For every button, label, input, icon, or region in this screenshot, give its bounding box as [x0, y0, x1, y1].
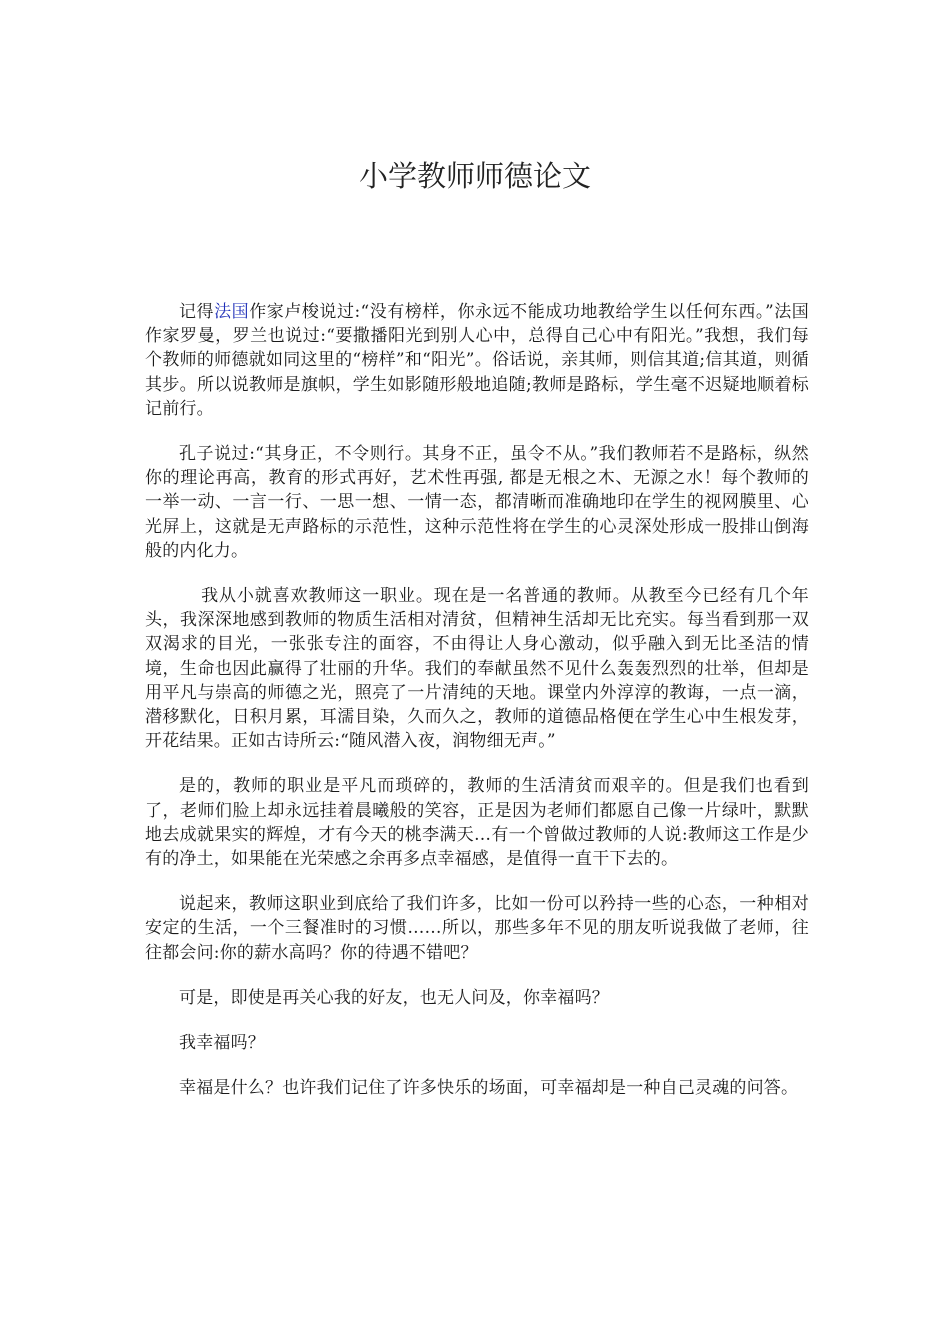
- document-title: 小学教师师德论文: [358, 159, 591, 193]
- paragraph-5: 说起来，教师这职业到底给了我们许多，比如一份可以矜持一些的心态，一种相对安定的生活，一个三餐准时的习惯……所以，那些多年不见的朋友听说我做了老师，往往都会问:你的薪水高吗？你的待遇不错吧？: [145, 894, 809, 963]
- paragraph-1: [145, 300, 809, 421]
- france-link[interactable]: 法国: [214, 302, 250, 322]
- document-body: [145, 300, 809, 1121]
- paragraph-3: 我从小就喜欢教师这一职业。现在是一名普通的教师。从教至今已经有几个年头，我深深地感到教师的物质生活相对清贫，但精神生活却无比充实。每当看到那一双双渴求的目光，一张张专注的面容，不由得让人身心激动，似乎融入到无比圣洁的情境，生命也因此赢得了壮丽的升华。我们的奉献虽然不见什么轰轰烈烈的壮举，但却是用平凡与崇高的师德之光，照亮了一片清纯的天地。课堂内外淳淳的教诲，一点一滴，潜移默化，日积月累，耳濡目染，久而久之，教师的道德品格便在学生心中生根发芽，开花结果。正如古诗所云:“随风潜入夜，润物细无声。”: [145, 586, 809, 752]
- paragraph-7: 我幸福吗？: [179, 1033, 265, 1054]
- paragraph-4: 是的，教师的职业是平凡而琐碎的，教师的生活清贫而艰辛的。但是我们也看到了，老师们脸上却永远挂着晨曦般的笑容，正是因为老师们都愿自己像一片绿叶，默默地去成就果实的辉煌，才有今天的桃李满天…有一个曾做过教师的人说:教师这工作是少有的净土，如果能在光荣感之余再多点幸福感，是值得一直干下去的。: [145, 776, 809, 870]
- paragraph-1-lead: 记得: [179, 302, 215, 322]
- paragraph-2: 孔子说过:“其身正，不令则行。其身不正，虽令不从。”我们教师若不是路标，纵然你的理论再高，教育的形式再好，艺术性再强, 都是无根之木、无源之水！每个教师的一举一动、一言一行、一思一想、一情一态，都清晰而准确地印在学生的视网膜里、心光屏上，这就是无声路标的示范性，这种示范性将在学生的心灵深处形成一股排山倒海般的内化力。: [145, 444, 809, 561]
- paragraph-8: 幸福是什么？也许我们记住了许多快乐的场面，可幸福却是一种自己灵魂的问答。: [179, 1078, 799, 1099]
- paragraph-1-rest: 作家卢梭说过:“没有榜样，你永远不能成功地教给学生以任何东西。”法国作家罗曼，罗兰也说过:“要撒播阳光到别人心中，总得自己心中有阳光。”我想，我们每个教师的师德就如同这里的“榜样”和“阳光”。俗话说，亲其师，则信其道;信其道，则循其步。所以说教师是旗帜，学生如影随形般地追随;教师是路标，学生毫不迟疑地顺着标记前行。: [145, 302, 809, 419]
- paragraph-6: 可是，即使是再关心我的好友，也无人问及，你幸福吗？: [179, 987, 609, 1008]
